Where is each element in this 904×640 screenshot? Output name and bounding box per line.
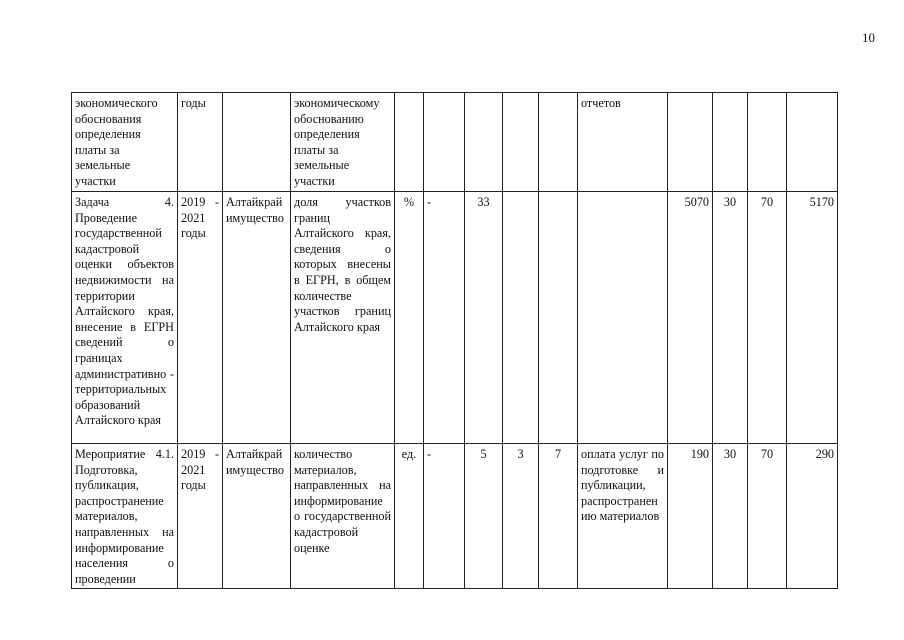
task-name-cell: Мероприятие 4.1. Подготовка, публикация, распространение материалов, направленных на информирование населения о проведении: [72, 444, 178, 589]
value-cell: [503, 93, 539, 192]
executor-cell: Алтайкрай имущество: [223, 444, 291, 589]
unit-cell: ед.: [395, 444, 424, 589]
task-name-cell: экономического обоснования определения платы за земельные участки: [72, 93, 178, 192]
amount-cell: 5070: [668, 192, 713, 444]
value-cell: 5: [465, 444, 503, 589]
expense-direction-cell: [578, 192, 668, 444]
value-cell: -: [424, 444, 465, 589]
total-cell: 290: [787, 444, 838, 589]
amount-cell: 70: [748, 192, 787, 444]
value-cell: 3: [503, 444, 539, 589]
value-cell: -: [424, 192, 465, 444]
expense-direction-cell: отчетов: [578, 93, 668, 192]
executor-cell: Алтайкрай имущество: [223, 192, 291, 444]
expense-direction-cell: оплата услуг по подготовке и публикации, распространению материалов: [578, 444, 668, 589]
indicator-cell: количество материалов, направленных на информирование о государственной кадастровой оценке: [291, 444, 395, 589]
program-table: [71, 92, 838, 589]
value-cell: 33: [465, 192, 503, 444]
value-cell: 7: [539, 444, 578, 589]
table-row: [72, 444, 838, 589]
total-cell: [787, 93, 838, 192]
table-row: [72, 93, 838, 192]
period-cell: 2019 - 2021 годы: [178, 192, 223, 444]
page-number: 10: [862, 30, 875, 45]
period-cell: 2019 - 2021 годы: [178, 444, 223, 589]
amount-cell: [748, 93, 787, 192]
value-cell: [424, 93, 465, 192]
table-row: [72, 192, 838, 444]
value-cell: [465, 93, 503, 192]
value-cell: [539, 93, 578, 192]
indicator-cell: доля участков границ Алтайского края, сведения о которых внесены в ЕГРН, в общем количестве участков границ Алтайского края: [291, 192, 395, 444]
amount-cell: [668, 93, 713, 192]
amount-cell: 30: [713, 444, 748, 589]
amount-cell: [713, 93, 748, 192]
unit-cell: %: [395, 192, 424, 444]
amount-cell: 70: [748, 444, 787, 589]
amount-cell: 190: [668, 444, 713, 589]
amount-cell: 30: [713, 192, 748, 444]
unit-cell: [395, 93, 424, 192]
indicator-cell: экономическому обоснованию определения платы за земельные участки: [291, 93, 395, 192]
total-cell: 5170: [787, 192, 838, 444]
value-cell: [503, 192, 539, 444]
task-name-cell: Задача 4. Проведение государственной кадастровой оценки объектов недвижимости на территории Алтайского края, внесение в ЕГРН сведений о границах административно - территориальных образований Алтайского края: [72, 192, 178, 444]
period-cell: годы: [178, 93, 223, 192]
executor-cell: [223, 93, 291, 192]
value-cell: [539, 192, 578, 444]
